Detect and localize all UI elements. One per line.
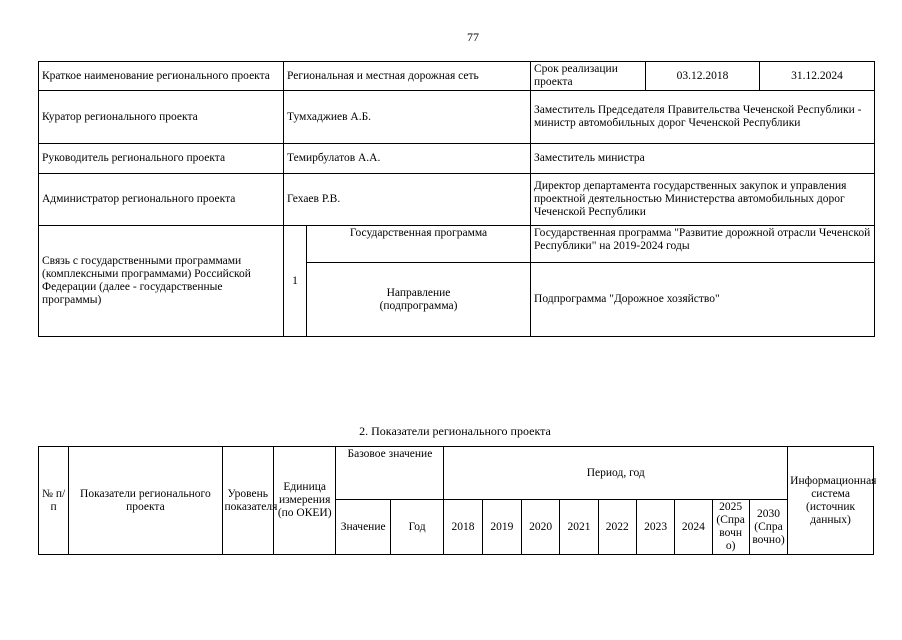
col-level-header: Уровень показателя: [222, 447, 273, 555]
curator-position: Заместитель Председателя Правительства Чеченской Республики - министр автомобильных дорог Чеченской Республики: [531, 91, 875, 144]
col-unit-header: Единица измерения (по ОКЕИ): [273, 447, 336, 555]
year-header: 2019: [482, 500, 521, 555]
short-name-value: Региональная и местная дорожная сеть: [284, 62, 531, 91]
year-header: 2022: [598, 500, 636, 555]
col-base-header: Базовое значение: [336, 447, 444, 500]
year-header: 2018: [444, 500, 482, 555]
end-date: 31.12.2024: [760, 62, 875, 91]
year-header: 2025 (Справочно): [712, 500, 749, 555]
term-label: Срок реализации проекта: [531, 62, 646, 91]
col-base-value-header: Значение: [336, 500, 390, 555]
indicators-title: 2. Показатели регионального проекта: [359, 424, 551, 438]
link-number: 1: [284, 226, 307, 337]
col-period-header: Период, год: [444, 447, 788, 500]
gov-program-label: Государственная программа: [307, 226, 531, 263]
indicators-table: [38, 446, 877, 555]
admin-label: Администратор регионального проекта: [39, 174, 284, 226]
admin-position: Директор департамента государственных закупок и управления проектной деятельностью Министерства автомобильных дорог Чеченской Республики: [531, 174, 875, 226]
year-header: 2024: [675, 500, 712, 555]
curator-label: Куратор регионального проекта: [39, 91, 284, 144]
col-name-header: Показатели регионального проекта: [69, 447, 222, 555]
year-header: 2020: [521, 500, 559, 555]
curator-name: Тумхаджиев А.Б.: [284, 91, 531, 144]
year-header: 2030 (Справочно): [749, 500, 787, 555]
link-label: Связь с государственными программами (комплексными программами) Российской Федерации (далее - государственные программы): [39, 226, 284, 337]
admin-name: Гехаев Р.В.: [284, 174, 531, 226]
leader-name: Темирбулатов А.А.: [284, 144, 531, 174]
leader-label: Руководитель регионального проекта: [39, 144, 284, 174]
year-header: 2021: [560, 500, 598, 555]
short-name-label: Краткое наименование регионального проекта: [39, 62, 284, 91]
col-num-header: № п/п: [39, 447, 69, 555]
col-base-year-header: Год: [390, 500, 443, 555]
page-number: 77: [467, 30, 479, 44]
start-date: 03.12.2018: [646, 62, 760, 91]
direction-value: Подпрограмма "Дорожное хозяйство": [531, 263, 875, 337]
project-passport-table: [38, 61, 875, 337]
direction-label: Направление (подпрограмма): [307, 263, 531, 337]
gov-program-value: Государственная программа "Развитие дорожной отрасли Чеченской Республики" на 2019-2024 годы: [531, 226, 875, 263]
col-info-header: Информационная система (источник данных): [788, 447, 874, 555]
year-header: 2023: [636, 500, 674, 555]
leader-position: Заместитель министра: [531, 144, 875, 174]
